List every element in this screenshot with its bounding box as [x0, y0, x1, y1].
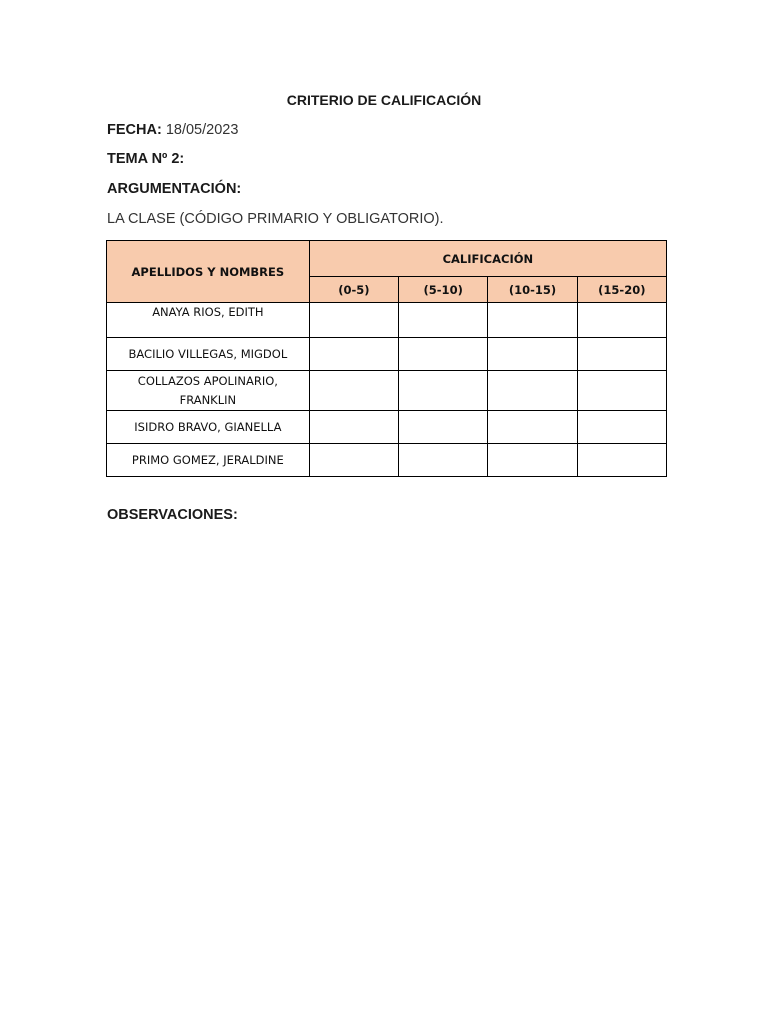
grade-cell[interactable]: [577, 338, 666, 371]
grade-cell[interactable]: [309, 411, 398, 444]
observaciones-label: OBSERVACIONES:: [107, 507, 238, 523]
student-name: BACILIO VILLEGAS, MIGDOL: [107, 338, 310, 371]
observaciones-line: [107, 506, 238, 524]
table-row: [107, 411, 667, 444]
grade-cell[interactable]: [577, 371, 666, 411]
grade-cell[interactable]: [399, 371, 488, 411]
grade-cell[interactable]: [488, 444, 577, 477]
grade-cell[interactable]: [577, 303, 666, 338]
grade-cell[interactable]: [577, 444, 666, 477]
argumentacion-label: ARGUMENTACIÓN:: [107, 181, 242, 197]
header-calificacion: CALIFICACIÓN: [309, 241, 666, 277]
tema-line: [107, 150, 184, 168]
fecha-value: 18/05/2023: [165, 122, 239, 138]
table-row: [107, 338, 667, 371]
range-label: (10-15): [508, 282, 557, 297]
fecha-label: FECHA:: [107, 122, 162, 138]
table-header-row: [107, 241, 667, 277]
range-label: (5-10): [423, 282, 463, 297]
grade-cell[interactable]: [399, 444, 488, 477]
fecha-line: [107, 121, 238, 139]
grade-cell[interactable]: [577, 411, 666, 444]
student-name: PRIMO GOMEZ, JERALDINE: [107, 444, 310, 477]
grade-cell[interactable]: [309, 303, 398, 338]
table-row: [107, 371, 667, 411]
range-header: [577, 277, 666, 303]
table-row: [107, 303, 667, 338]
range-header: [399, 277, 488, 303]
range-header: [309, 277, 398, 303]
header-apellidos-nombres: APELLIDOS Y NOMBRES: [107, 241, 310, 303]
student-name: ANAYA RIOS, EDITH: [107, 303, 310, 338]
grade-cell[interactable]: [488, 411, 577, 444]
grade-cell[interactable]: [309, 444, 398, 477]
range-label: (0-5): [338, 282, 370, 297]
grade-cell[interactable]: [309, 338, 398, 371]
argumentacion-line: [107, 180, 241, 198]
grade-cell[interactable]: [399, 303, 488, 338]
grade-cell[interactable]: [488, 371, 577, 411]
grading-table: [106, 240, 667, 477]
grade-cell[interactable]: [309, 371, 398, 411]
tema-label: TEMA Nº 2:: [107, 151, 185, 167]
range-label: (15-20): [598, 282, 646, 297]
clase-text: LA CLASE (CÓDIGO PRIMARIO Y OBLIGATORIO).: [107, 211, 444, 227]
grade-cell[interactable]: [488, 303, 577, 338]
document-title: CRITERIO DE CALIFICACIÓN: [286, 92, 482, 108]
student-name: ISIDRO BRAVO, GIANELLA: [107, 411, 310, 444]
grade-cell[interactable]: [399, 411, 488, 444]
table-row: [107, 444, 667, 477]
student-name: COLLAZOS APOLINARIO, FRANKLIN: [107, 371, 310, 411]
grade-cell[interactable]: [488, 338, 577, 371]
range-header: [488, 277, 577, 303]
grade-cell[interactable]: [399, 338, 488, 371]
